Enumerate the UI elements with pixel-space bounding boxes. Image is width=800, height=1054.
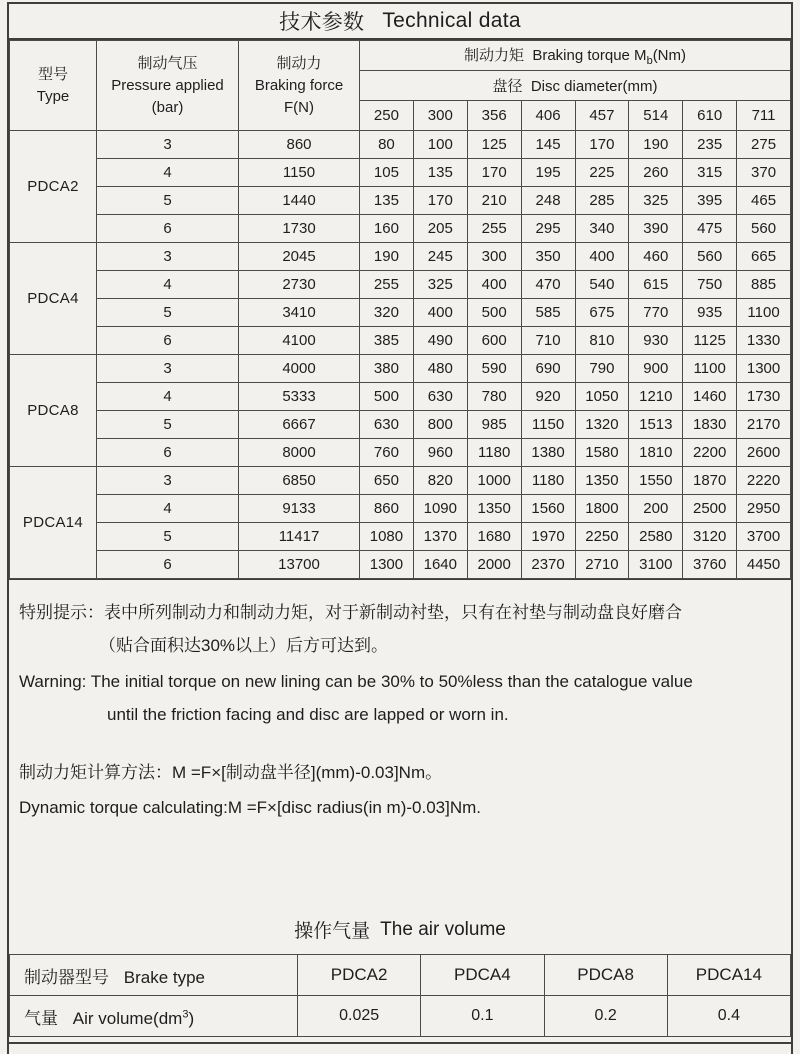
torque-cell: 380 [360,355,414,383]
pressure-cell: 5 [97,411,239,439]
pressure-cell: 6 [97,215,239,243]
torque-cell: 885 [737,271,791,299]
torque-cell: 760 [360,439,414,467]
formula-en: Dynamic torque calculating:M =F×[disc radius(in m)-0.03]Nm. [19,798,481,817]
torque-cell: 930 [629,327,683,355]
torque-cell: 810 [575,327,629,355]
torque-cell: 1560 [521,495,575,523]
torque-cell: 1730 [737,383,791,411]
torque-cell: 385 [360,327,414,355]
air-volume-title [9,905,791,954]
torque-cell: 710 [521,327,575,355]
table-row [10,467,791,495]
torque-cell: 340 [575,215,629,243]
torque-cell: 935 [683,299,737,327]
torque-cell: 2200 [683,439,737,467]
torque-cell: 2250 [575,523,629,551]
air-volume-table [9,954,791,1037]
torque-cell: 80 [360,131,414,159]
torque-cell: 490 [413,327,467,355]
force-cell: 13700 [239,551,360,579]
torque-cell: 1150 [521,411,575,439]
air-type-cell: PDCA8 [544,955,667,996]
air-volume-title-en: The air volume [380,918,506,940]
datasheet-page [7,2,793,1054]
torque-cell: 1370 [413,523,467,551]
torque-cell: 1810 [629,439,683,467]
torque-cell: 2500 [683,495,737,523]
torque-cell: 3100 [629,551,683,579]
force-header-en: Braking force [254,76,344,94]
torque-cell: 170 [575,131,629,159]
torque-cell: 4450 [737,551,791,579]
torque-cell: 170 [413,187,467,215]
torque-cell: 200 [629,495,683,523]
diameter-header-cell: 356 [467,101,521,131]
table-row [10,523,791,551]
pressure-cell: 3 [97,355,239,383]
page-title-cn: 技术参数 [279,11,365,34]
warning-en-line2: until the friction facing and disc are lapped or worn in. [107,705,509,724]
torque-cell: 135 [413,159,467,187]
torque-cell: 470 [521,271,575,299]
torque-cell: 285 [575,187,629,215]
torque-cell: 195 [521,159,575,187]
torque-cell: 630 [360,411,414,439]
torque-cell: 585 [521,299,575,327]
torque-cell: 1050 [575,383,629,411]
torque-cell: 1640 [413,551,467,579]
diameter-header-cell: 514 [629,101,683,131]
torque-cell: 260 [629,159,683,187]
torque-cell: 665 [737,243,791,271]
warning-cn-line2: （贴合面积达30%以上）后方可达到。 [99,636,389,655]
torque-cell: 100 [413,131,467,159]
diameter-header-cell: 300 [413,101,467,131]
torque-cell: 190 [629,131,683,159]
pressure-cell: 5 [97,187,239,215]
torque-cell: 3700 [737,523,791,551]
torque-cell: 1090 [413,495,467,523]
torque-cell: 145 [521,131,575,159]
air-value-cell: 0.025 [298,996,421,1037]
header-row-1 [10,41,791,71]
air-volume-label [10,996,298,1037]
torque-cell: 1870 [683,467,737,495]
pressure-cell: 4 [97,383,239,411]
torque-cell: 390 [629,215,683,243]
torque-cell: 800 [413,411,467,439]
torque-cell: 630 [413,383,467,411]
torque-cell: 500 [467,299,521,327]
torque-cell: 2710 [575,551,629,579]
force-cell: 2045 [239,243,360,271]
torque-cell: 900 [629,355,683,383]
torque-cell: 255 [360,271,414,299]
brake-type-cell: PDCA14 [10,467,97,579]
torque-cell: 1080 [360,523,414,551]
torque-cell: 395 [683,187,737,215]
force-cell: 3410 [239,299,360,327]
air-volume-label-en: Air $volume(dm^3)$ [72,1007,195,1028]
torque-cell: 400 [467,271,521,299]
table-row [10,299,791,327]
torque-cell: 1100 [737,299,791,327]
torque-cell: 1970 [521,523,575,551]
force-cell: 9133 [239,495,360,523]
torque-cell: 615 [629,271,683,299]
torque-cell: 245 [413,243,467,271]
torque-cell: 210 [467,187,521,215]
pressure-header-en: Pressure applied [111,76,224,94]
pressure-cell: 5 [97,523,239,551]
torque-cell: 480 [413,355,467,383]
table-row [10,327,791,355]
torque-cell: 860 [360,495,414,523]
diameter-header-cell: 406 [521,101,575,131]
formula-block [19,755,781,825]
torque-cell: 125 [467,131,521,159]
air-brake-type-label-cn: 制动器型号 [24,967,109,987]
torque-cell: 255 [467,215,521,243]
torque-cell: 1300 [360,551,414,579]
table-row [10,355,791,383]
torque-cell: 225 [575,159,629,187]
torque-group-header [360,41,791,71]
force-cell: 4100 [239,327,360,355]
torque-cell: 400 [413,299,467,327]
air-value-cell: 0.2 [544,996,667,1037]
table-row [10,243,791,271]
torque-cell: 560 [683,243,737,271]
diameter-header-cell: 610 [683,101,737,131]
pressure-cell: 6 [97,551,239,579]
table-row [10,551,791,579]
brake-type-cell: PDCA2 [10,131,97,243]
table-row [10,131,791,159]
torque-cell: 300 [467,243,521,271]
torque-cell: 1180 [521,467,575,495]
torque-cell: 2600 [737,439,791,467]
type-column-header [10,41,97,131]
force-cell: 8000 [239,439,360,467]
torque-cell: 1680 [467,523,521,551]
torque-cell: 675 [575,299,629,327]
torque-cell: 190 [360,243,414,271]
table-row [10,495,791,523]
torque-cell: 295 [521,215,575,243]
table-row [10,439,791,467]
force-cell: 1730 [239,215,360,243]
brake-type-cell: PDCA8 [10,355,97,467]
page-title [9,4,791,40]
torque-cell: 540 [575,271,629,299]
torque-cell: 465 [737,187,791,215]
torque-cell: 460 [629,243,683,271]
pressure-header-unit: (bar) [151,98,184,116]
torque-cell: 2950 [737,495,791,523]
pressure-cell: 6 [97,439,239,467]
pressure-cell: 6 [97,327,239,355]
air-type-cell: PDCA14 [667,955,790,996]
air-value-cell: 0.1 [421,996,544,1037]
torque-cell: 275 [737,131,791,159]
torque-cell: 3120 [683,523,737,551]
torque-cell: 1350 [467,495,521,523]
table-row [10,215,791,243]
torque-cell: 160 [360,215,414,243]
torque-cell: 1000 [467,467,521,495]
main-table-body [10,131,791,579]
torque-cell: 2000 [467,551,521,579]
torque-cell: 1350 [575,467,629,495]
pressure-cell: 4 [97,495,239,523]
force-cell: 11417 [239,523,360,551]
torque-cell: 500 [360,383,414,411]
air-brake-type-label-en: Brake type [123,967,205,987]
pressure-cell: 3 [97,131,239,159]
torque-cell: 780 [467,383,521,411]
torque-cell: 2170 [737,411,791,439]
table-row [10,271,791,299]
force-cell: 1150 [239,159,360,187]
torque-cell: 2220 [737,467,791,495]
torque-cell: 1513 [629,411,683,439]
pressure-header-cn: 制动气压 [137,54,198,72]
torque-cell: 248 [521,187,575,215]
torque-cell: 1460 [683,383,737,411]
torque-cell: 1300 [737,355,791,383]
air-brake-type-label [10,955,298,996]
torque-cell: 600 [467,327,521,355]
force-cell: 860 [239,131,360,159]
pressure-column-header [97,41,239,131]
torque-cell: 590 [467,355,521,383]
type-header-cn: 型号 [37,65,68,83]
torque-cell: 1580 [575,439,629,467]
air-value-cell: 0.4 [667,996,790,1037]
torque-header-en: Braking torque $M_b(Nm)$ [532,47,687,67]
torque-cell: 985 [467,411,521,439]
torque-cell: 920 [521,383,575,411]
torque-cell: 235 [683,131,737,159]
diameter-header-cell: 711 [737,101,791,131]
bottom-divider [9,1042,791,1044]
table-row [10,383,791,411]
torque-cell: 1550 [629,467,683,495]
type-header-en: Type [36,87,70,105]
air-volume-label-cn: 气量 [24,1008,58,1028]
air-value-row [10,996,791,1037]
technical-data-table [9,40,791,579]
pressure-cell: 3 [97,467,239,495]
force-cell: 1440 [239,187,360,215]
warning-cn-line1: 特别提示：表中所列制动力和制动力矩，对于新制动衬垫，只有在衬垫与制动盘良好磨合 [19,603,682,622]
torque-cell: 1210 [629,383,683,411]
torque-cell: 1100 [683,355,737,383]
torque-cell: 3760 [683,551,737,579]
table-row [10,411,791,439]
force-header-unit: F(N) [284,98,314,116]
pressure-cell: 4 [97,159,239,187]
torque-cell: 1830 [683,411,737,439]
torque-cell: 2370 [521,551,575,579]
torque-cell: 960 [413,439,467,467]
pressure-cell: 3 [97,243,239,271]
diameter-header-cell: 457 [575,101,629,131]
torque-cell: 1180 [467,439,521,467]
diameter-header-cell: 250 [360,101,414,131]
table-row [10,159,791,187]
force-cell: 2730 [239,271,360,299]
torque-cell: 400 [575,243,629,271]
torque-cell: 770 [629,299,683,327]
notes-section [9,579,791,905]
torque-cell: 1380 [521,439,575,467]
pressure-cell: 4 [97,271,239,299]
force-header-cn: 制动力 [276,54,322,72]
force-cell: 6667 [239,411,360,439]
torque-cell: 370 [737,159,791,187]
torque-cell: 325 [629,187,683,215]
torque-cell: 1800 [575,495,629,523]
torque-cell: 790 [575,355,629,383]
force-cell: 5333 [239,383,360,411]
disc-header-cn: 盘径 [492,78,523,95]
torque-cell: 560 [737,215,791,243]
torque-cell: 1125 [683,327,737,355]
torque-cell: 475 [683,215,737,243]
pressure-cell: 5 [97,299,239,327]
table-row [10,187,791,215]
torque-cell: 750 [683,271,737,299]
torque-cell: 350 [521,243,575,271]
torque-cell: 820 [413,467,467,495]
air-volume-title-cn: 操作气量 [294,921,371,942]
torque-cell: 105 [360,159,414,187]
force-cell: 4000 [239,355,360,383]
torque-cell: 690 [521,355,575,383]
torque-cell: 2580 [629,523,683,551]
torque-cell: 1330 [737,327,791,355]
air-header-row [10,955,791,996]
disc-diameter-group-header [360,71,791,101]
torque-cell: 135 [360,187,414,215]
formula-cn: 制动力矩计算方法：M =F×[制动盘半径](mm)-0.03]Nm。 [19,763,443,782]
torque-cell: 170 [467,159,521,187]
warning-en-line1: Warning: The initial torque on new lining can be 30% to 50%less than the catalogue value [19,672,693,691]
torque-cell: 315 [683,159,737,187]
torque-header-cn: 制动力矩 [463,47,524,64]
page-title-en: Technical data [382,9,521,32]
torque-cell: 650 [360,467,414,495]
brake-type-cell: PDCA4 [10,243,97,355]
torque-cell: 325 [413,271,467,299]
air-type-cell: PDCA4 [421,955,544,996]
force-column-header [239,41,360,131]
torque-cell: 205 [413,215,467,243]
force-cell: 6850 [239,467,360,495]
air-type-cell: PDCA2 [298,955,421,996]
torque-cell: 1320 [575,411,629,439]
disc-header-en: Disc diameter(mm) [530,78,658,95]
torque-cell: 320 [360,299,414,327]
